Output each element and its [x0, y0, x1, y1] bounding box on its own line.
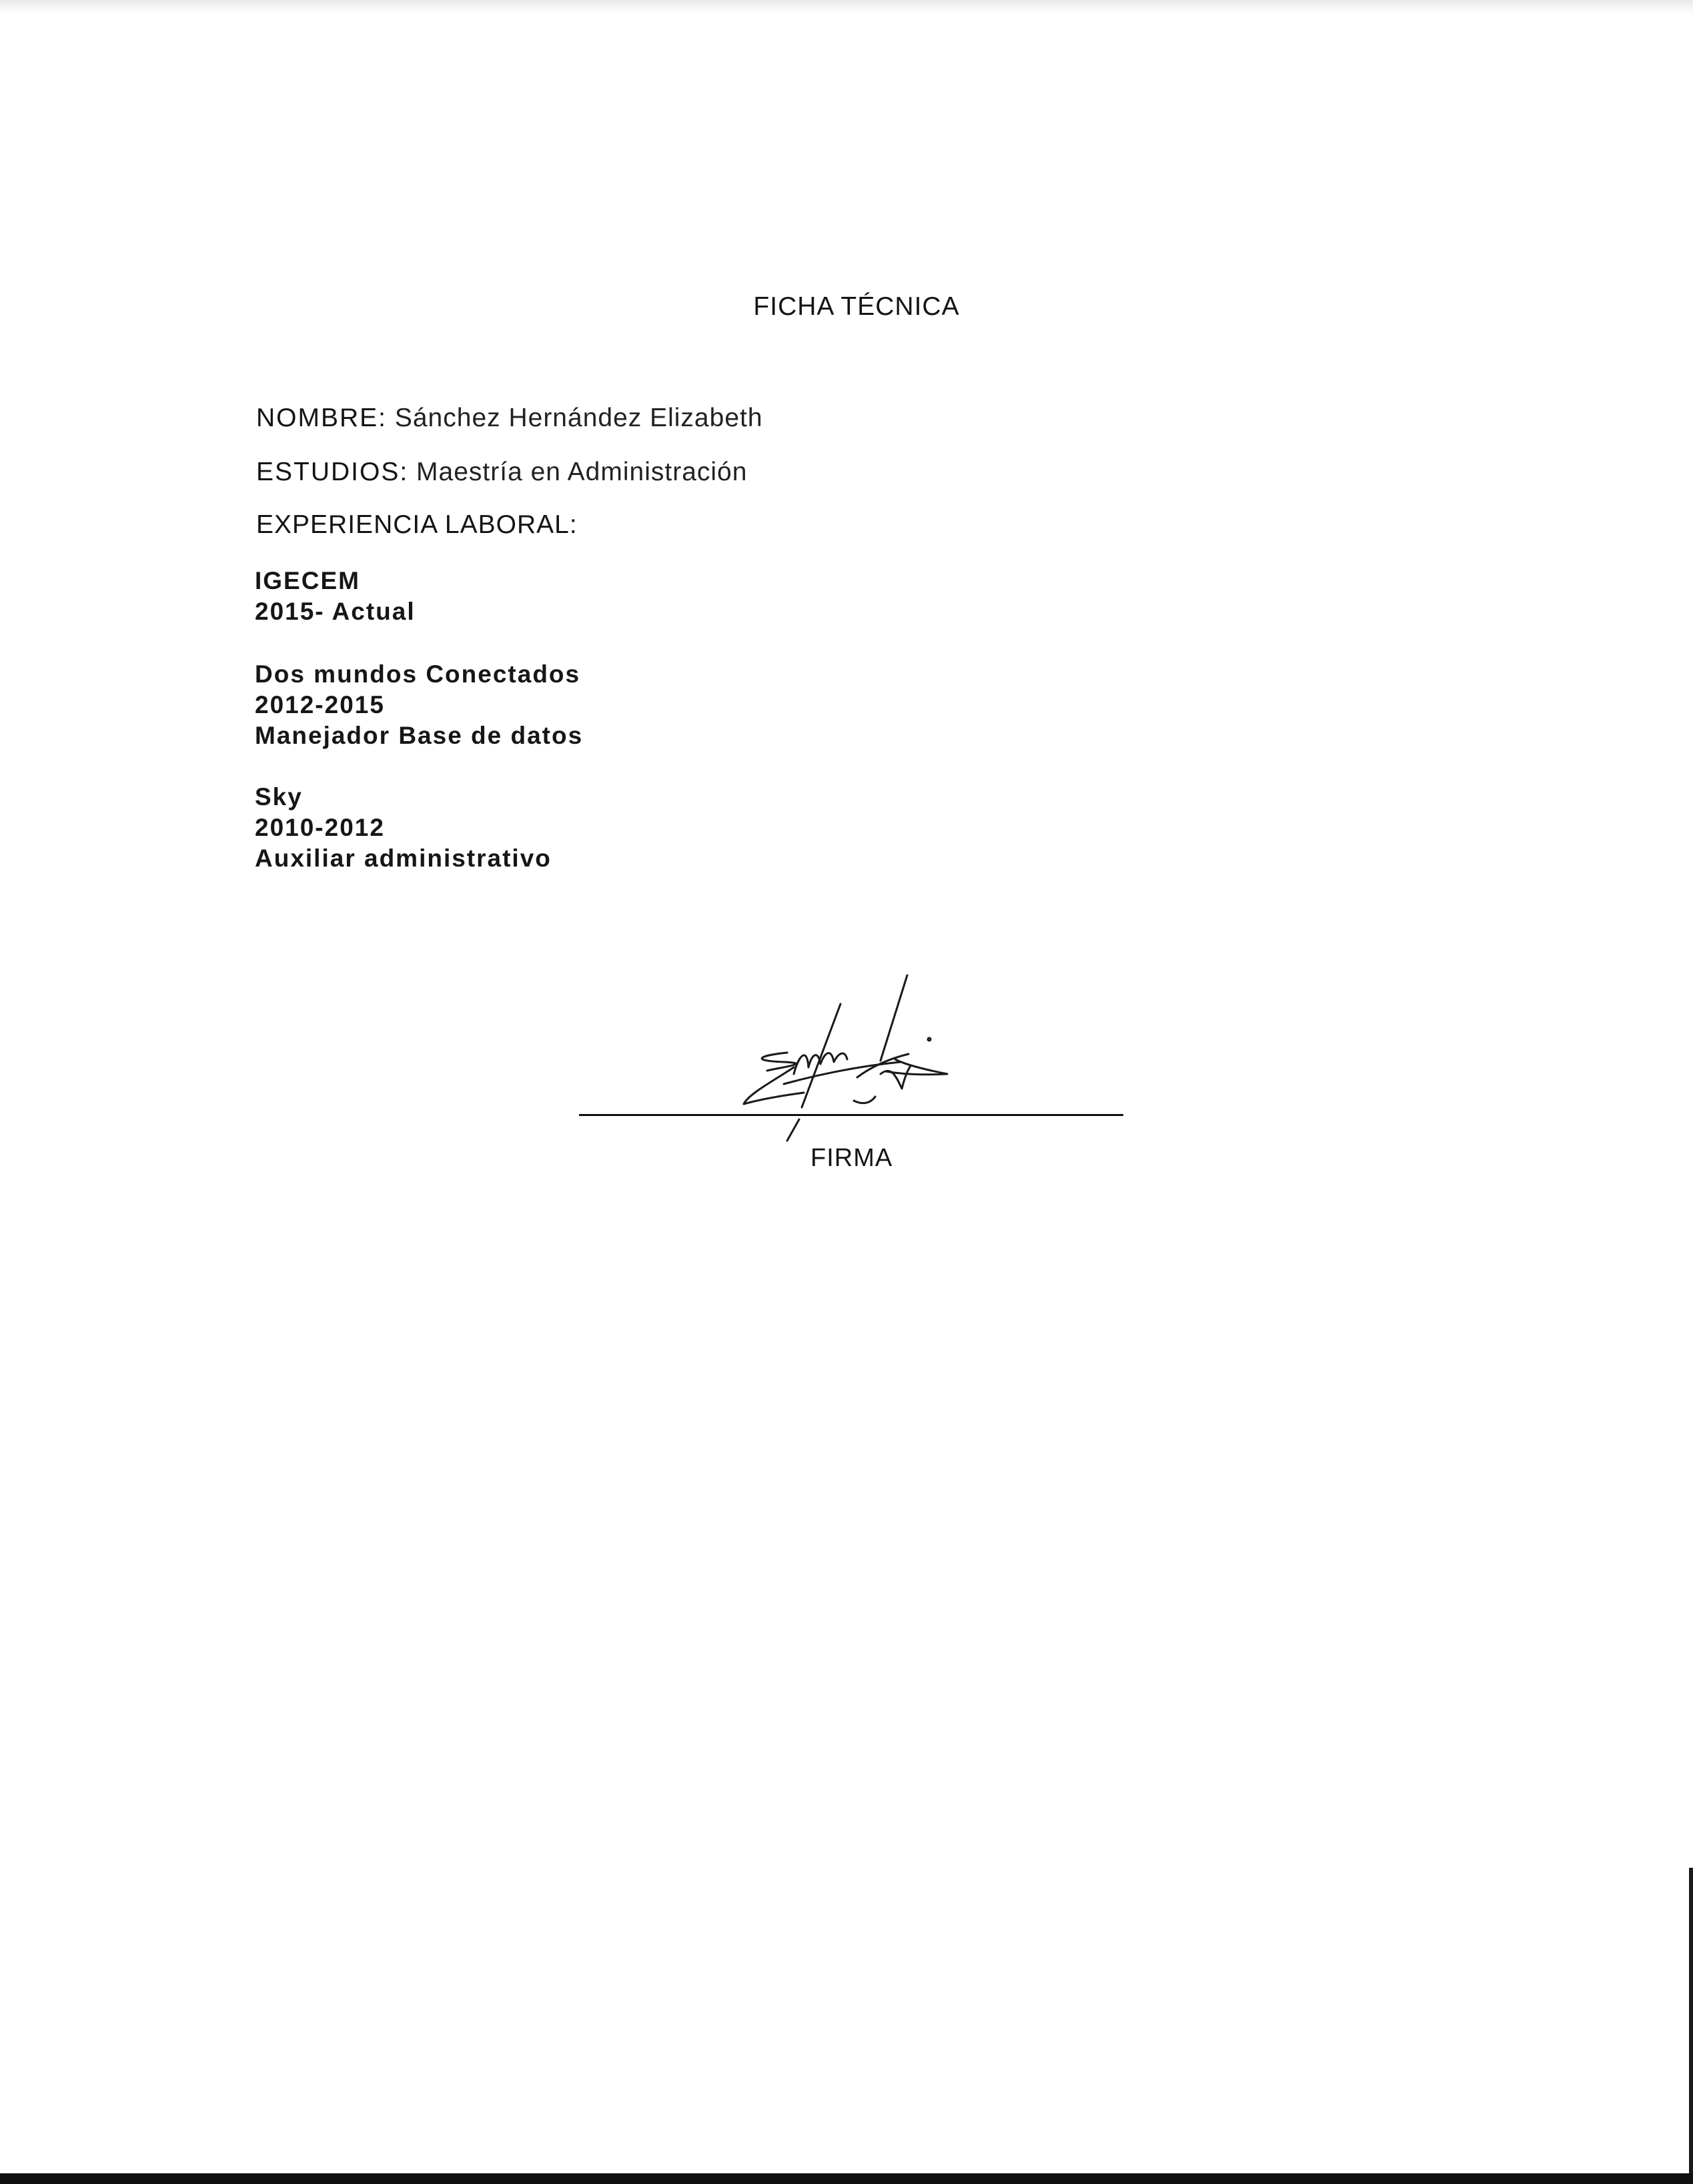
experience-period: 2010-2012	[255, 814, 385, 841]
experience-company: Sky	[255, 783, 303, 810]
scan-right-edge	[1689, 1868, 1693, 2184]
experience-entry-sky	[255, 782, 552, 874]
estudios-field	[256, 458, 747, 487]
handwritten-signature-icon	[720, 974, 987, 1154]
experience-period: 2015- Actual	[255, 598, 416, 625]
experience-role: Manejador Base de datos	[255, 722, 584, 749]
estudios-label: ESTUDIOS:	[256, 458, 409, 486]
experience-company: Dos mundos Conectados	[255, 660, 581, 688]
experience-entry-dos-mundos	[255, 659, 583, 751]
scan-bottom-edge	[0, 2173, 1693, 2184]
nombre-label: NOMBRE:	[256, 404, 388, 432]
experience-company: IGECEM	[255, 567, 360, 594]
experience-role: Auxiliar administrativo	[255, 845, 552, 872]
estudios-value: Maestría en Administración	[416, 458, 748, 486]
nombre-field	[256, 404, 763, 433]
experience-period: 2012-2015	[255, 691, 385, 718]
experiencia-heading: EXPERIENCIA LABORAL:	[256, 510, 578, 539]
scan-top-edge	[0, 0, 1693, 15]
signature-label: FIRMA	[810, 1144, 893, 1172]
experience-entry-igecem	[255, 566, 416, 627]
signature-line	[579, 1114, 1123, 1116]
nombre-value: Sánchez Hernández Elizabeth	[394, 404, 763, 432]
page-title: FICHA TÉCNICA	[753, 292, 960, 321]
